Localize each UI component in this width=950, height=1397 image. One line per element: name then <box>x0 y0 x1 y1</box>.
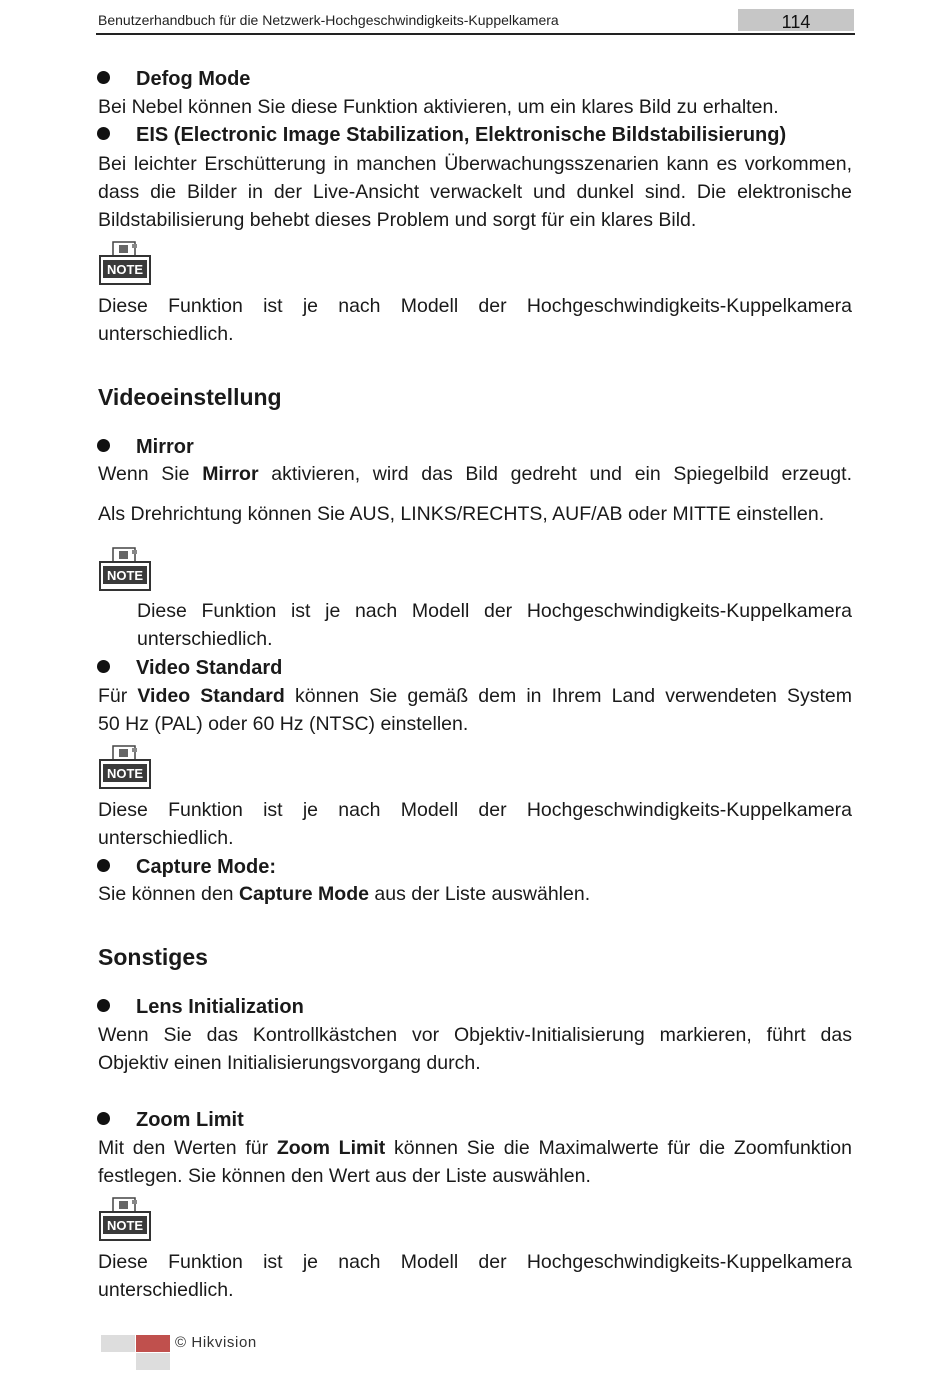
note-text-line-1: Diese Funktion ist je nach Modell der Hochgeschwindigkeits-Kuppelkamera <box>98 295 852 317</box>
defog-text: Bei Nebel können Sie diese Funktion aktivieren, um ein klares Bild zu erhalten. <box>98 96 779 118</box>
note-text-line-2: unterschiedlich. <box>137 628 273 650</box>
footer-copyright: © Hikvision <box>175 1334 257 1351</box>
note-icon <box>99 1197 151 1241</box>
bullet-dot <box>97 999 110 1012</box>
zoom-heading: Zoom Limit <box>136 1109 244 1131</box>
video-standard-heading: Video Standard <box>136 657 283 679</box>
zoom-line-2: festlegen. Sie können den Wert aus der Liste auswählen. <box>98 1165 591 1187</box>
note-icon <box>99 745 151 789</box>
footer-block-gray <box>136 1353 170 1370</box>
header-rule <box>96 33 855 35</box>
capture-text: Sie können den Capture Mode aus der Liste auswählen. <box>98 883 591 905</box>
note-icon <box>99 547 151 591</box>
note-text-line-2: unterschiedlich. <box>98 827 234 849</box>
bullet-lens-initialization <box>97 993 304 1021</box>
page-number: 114 <box>738 9 854 31</box>
note-text-line-1: Diese Funktion ist je nach Modell der Hochgeschwindigkeits-Kuppelkamera <box>137 600 852 622</box>
bullet-dot <box>97 71 110 84</box>
lens-line-2: Objektiv einen Initialisierungsvorgang durch. <box>98 1052 481 1074</box>
note-text-line-1: Diese Funktion ist je nach Modell der Hochgeschwindigkeits-Kuppelkamera <box>98 1251 852 1273</box>
bullet-video-standard <box>97 654 282 682</box>
bullet-capture-mode <box>97 853 276 881</box>
bullet-dot <box>97 439 110 452</box>
bullet-dot <box>97 1112 110 1125</box>
lens-heading: Lens Initialization <box>136 996 304 1018</box>
footer-block-red <box>136 1335 170 1352</box>
bullet-dot <box>97 127 110 140</box>
video-standard-line-1: Für Video Standard können Sie gemäß dem in Ihrem Land verwendeten System <box>98 685 853 707</box>
video-standard-line-2: 50 Hz (PAL) oder 60 Hz (NTSC) einstellen. <box>98 713 469 735</box>
section-title-video: Videoeinstellung <box>98 384 282 410</box>
bullet-dot <box>97 660 110 673</box>
zoom-line-1: Mit den Werten für Zoom Limit können Sie die Maximalwerte für die Zoomfunktion <box>98 1137 852 1159</box>
footer-block-gray <box>101 1335 135 1352</box>
header-title: Benutzerhandbuch für die Netzwerk-Hochgeschwindigkeits-Kuppelkamera <box>98 12 559 28</box>
bullet-zoom-limit <box>97 1106 244 1134</box>
mirror-line-1: Wenn Sie Mirror aktivieren, wird das Bild gedreht und ein Spiegelbild erzeugt. <box>98 463 852 485</box>
defog-heading: Defog Mode <box>136 68 251 90</box>
eis-line-3: Bildstabilisierung behebt dieses Problem und sorgt für ein klares Bild. <box>98 209 697 231</box>
svg-text:NOTE: NOTE <box>106 766 144 781</box>
note-text-line-2: unterschiedlich. <box>98 1279 234 1301</box>
svg-text:NOTE: NOTE <box>106 262 144 277</box>
note-text-line-1: Diese Funktion ist je nach Modell der Hochgeschwindigkeits-Kuppelkamera <box>98 799 852 821</box>
note-icon <box>99 241 151 285</box>
capture-heading: Capture Mode: <box>136 856 276 878</box>
section-title-other: Sonstiges <box>98 944 208 970</box>
svg-text:NOTE: NOTE <box>106 568 144 583</box>
bullet-dot <box>97 859 110 872</box>
bullet-mirror <box>97 433 194 461</box>
bullet-eis <box>97 121 786 149</box>
lens-line-1: Wenn Sie das Kontrollkästchen vor Objektiv-Initialisierung markieren, führt das <box>98 1024 852 1046</box>
note-text-line-2: unterschiedlich. <box>98 323 234 345</box>
svg-text:NOTE: NOTE <box>106 1218 144 1233</box>
mirror-heading: Mirror <box>136 436 194 458</box>
eis-line-1: Bei leichter Erschütterung in manchen Überwachungsszenarien kann es vorkommen, <box>98 153 852 175</box>
eis-heading: EIS (Electronic Image Stabilization, Elektronische Bildstabilisierung) <box>136 124 787 146</box>
mirror-line-2: Als Drehrichtung können Sie AUS, LINKS/RECHTS, AUF/AB oder MITTE einstellen. <box>98 503 825 525</box>
bullet-defog-mode <box>97 65 250 93</box>
eis-line-2: dass die Bilder in der Live-Ansicht verwackelt und dunkel sind. Die elektronische <box>98 181 852 203</box>
